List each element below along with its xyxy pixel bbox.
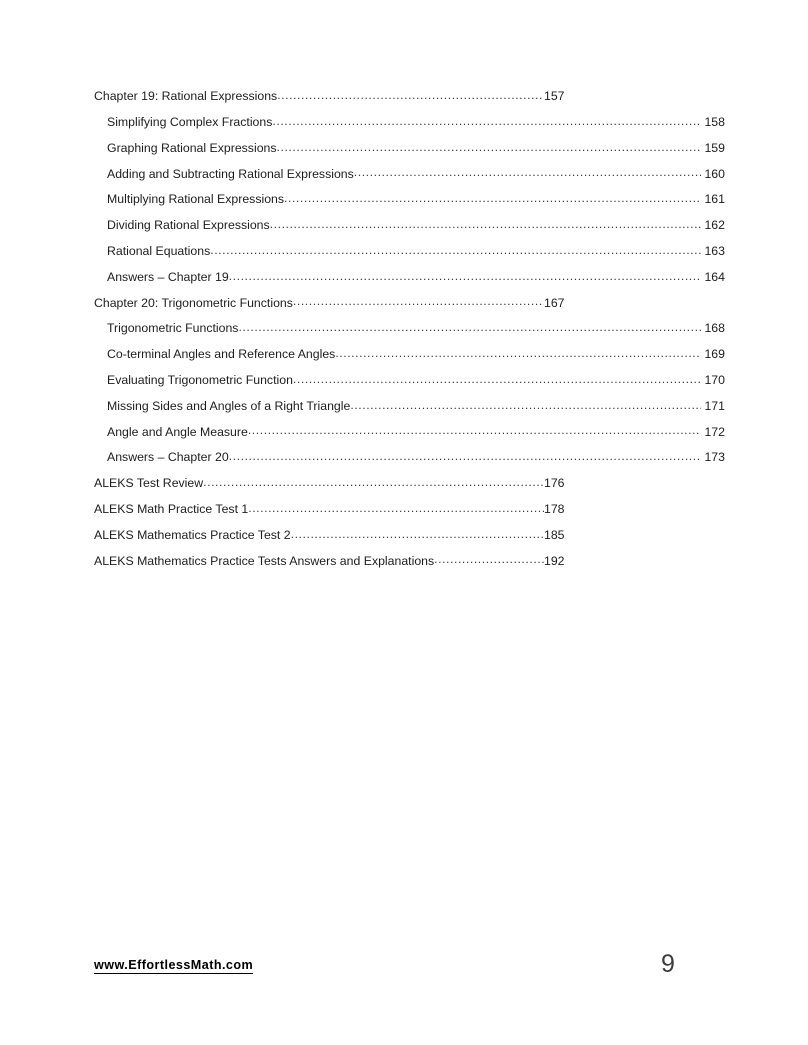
toc-entry-title: Adding and Subtracting Rational Expressions [107,166,354,181]
toc-entry-title: Answers – Chapter 19 [107,269,229,284]
toc-entry[interactable] [94,372,725,398]
toc-entry-page-number: 168 [704,321,725,336]
toc-dot-leader [284,191,701,203]
toc-entry-title: ALEKS Mathematics Practice Tests Answers and Explanations [94,553,435,568]
toc-entry[interactable] [94,294,570,320]
toc-entry-title: Rational Equations [107,244,211,259]
toc-entry-title: Answers – Chapter 20 [107,450,229,465]
page-number: 9 [661,950,675,978]
toc-entry-title: ALEKS Mathematics Practice Test 2 [94,527,291,542]
toc-dot-leader [350,398,701,410]
toc-entry-page-number: 185 [544,527,565,542]
toc-entry[interactable] [94,552,570,578]
toc-entry-page-number: 178 [544,502,565,517]
toc-entry[interactable] [94,423,725,449]
toc-entry-title: Graphing Rational Expressions [107,140,277,155]
toc-dot-leader [229,269,701,281]
footer-website-link[interactable]: www.EffortlessMath.com [94,958,253,974]
toc-entry-page-number: 176 [544,476,565,491]
toc-entry[interactable] [94,449,725,475]
toc-entry[interactable] [94,191,725,217]
toc-entry-title: Missing Sides and Angles of a Right Triangle [107,398,351,413]
toc-entry-page-number: 172 [704,424,725,439]
toc-entry[interactable] [94,269,725,295]
toc-dot-leader [210,243,701,255]
toc-entry[interactable] [94,217,725,243]
toc-entry-title: Co-terminal Angles and Reference Angles [107,347,336,362]
toc-entry-page-number: 167 [544,295,565,310]
toc-entry-page-number: 161 [704,192,725,207]
toc-entry[interactable] [94,475,570,501]
toc-dot-leader [272,114,701,126]
toc-dot-leader [270,217,701,229]
toc-dot-leader [238,320,701,332]
toc-entry-page-number: 159 [704,140,725,155]
toc-entry-title: ALEKS Math Practice Test 1 [94,502,249,517]
toc-entry-page-number: 163 [704,244,725,259]
toc-entry[interactable] [94,527,570,553]
toc-entry-title: Chapter 20: Trigonometric Functions [94,295,293,310]
toc-dot-leader [277,88,544,100]
toc-entry-page-number: 160 [704,166,725,181]
toc-entry[interactable] [94,165,725,191]
toc-entry[interactable] [94,398,725,424]
toc-entry[interactable] [94,346,725,372]
toc-entry-page-number: 170 [704,373,725,388]
toc-dot-leader [203,475,544,487]
toc-entry-page-number: 171 [704,398,725,413]
toc-entry-title: Chapter 19: Rational Expressions [94,89,278,104]
toc-entry-title: Multiplying Rational Expressions [107,192,285,207]
toc-dot-leader [354,165,701,177]
toc-dot-leader [293,372,701,384]
toc-entry-title: Dividing Rational Expressions [107,218,270,233]
toc-dot-leader [229,449,701,461]
toc-dot-leader [248,501,544,513]
toc-entry-page-number: 164 [704,269,725,284]
toc-entry-page-number: 158 [704,115,725,130]
toc-entry-page-number: 173 [704,450,725,465]
toc-dot-leader [277,140,701,152]
toc-dot-leader [335,346,701,358]
toc-entry-title: ALEKS Test Review [94,476,204,491]
toc-entry-page-number: 157 [544,89,565,104]
toc-entry[interactable] [94,88,570,114]
table-of-contents [94,88,725,578]
toc-entry-title: Angle and Angle Measure [107,424,248,439]
toc-entry-title: Simplifying Complex Fractions [107,115,273,130]
toc-entry[interactable] [94,320,725,346]
toc-entry[interactable] [94,243,725,269]
toc-dot-leader [293,294,544,306]
toc-entry-page-number: 169 [704,347,725,362]
toc-entry-title: Evaluating Trigonometric Function [107,373,293,388]
toc-dot-leader [291,527,544,539]
toc-entry[interactable] [94,114,725,140]
toc-dot-leader [248,423,701,435]
toc-dot-leader [434,552,544,564]
toc-entry[interactable] [94,501,570,527]
toc-entry-title: Trigonometric Functions [107,321,239,336]
toc-entry[interactable] [94,140,725,166]
toc-entry-page-number: 192 [544,553,565,568]
toc-entry-page-number: 162 [704,218,725,233]
